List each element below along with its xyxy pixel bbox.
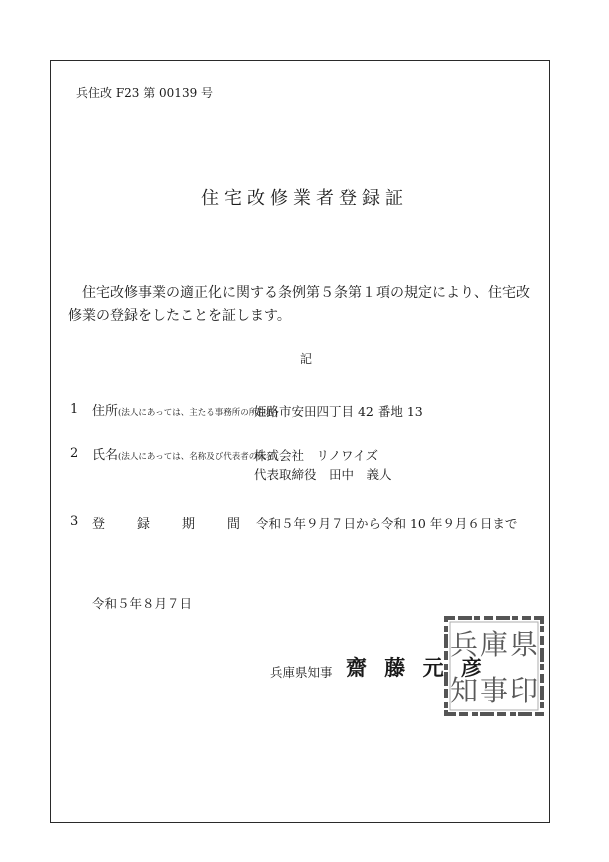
item-2-value-company: 株式会社 リノワイズ xyxy=(254,448,379,463)
item-1-label: 住所 xyxy=(92,404,119,419)
registration-number: 兵住改 F23 第 00139 号 xyxy=(76,86,214,100)
seal-char: 印 xyxy=(509,674,539,707)
issuer-name: 齋 藤 元 彦 xyxy=(346,655,487,680)
certification-text: 住宅改修事業の適正化に関する条例第５条第１項の規定により、住宅改修業の登録をしたことを証します。 xyxy=(68,285,530,324)
item-1-note: (法人にあっては、主たる事務所の所在地) xyxy=(118,408,278,418)
item-2-value-representative: 代表取締役 田中 義人 xyxy=(254,467,392,482)
item-1-number: 1 xyxy=(70,402,79,417)
seal-char: 兵 xyxy=(449,628,479,661)
seal-char: 知 xyxy=(449,674,479,707)
ki-heading: 記 xyxy=(300,352,313,366)
item-1-label-group xyxy=(92,400,278,419)
issue-date: 令和５年８月７日 xyxy=(92,596,193,611)
issuer-title: 兵庫県知事 xyxy=(270,665,333,680)
document-title: 住宅改修業者登録証 xyxy=(201,188,408,209)
governor-seal-stamp xyxy=(440,612,548,720)
item-3-label: 登 録 期 間 xyxy=(92,517,243,532)
item-2-label-group xyxy=(92,444,278,463)
item-2-label: 氏名 xyxy=(92,448,119,463)
item-3-value: 令和５年９月７日から令和 10 年９月６日まで xyxy=(256,516,518,531)
item-1-value: 姫路市安田四丁目 42 番地 13 xyxy=(254,404,423,419)
seal-char: 事 xyxy=(479,674,509,707)
item-2-note: (法人にあっては、名称及び代表者の氏名) xyxy=(118,452,278,462)
item-3-number: 3 xyxy=(70,514,79,529)
item-2-number: 2 xyxy=(70,446,79,461)
seal-char: 県 xyxy=(509,628,539,661)
seal-char: 庫 xyxy=(479,628,509,661)
